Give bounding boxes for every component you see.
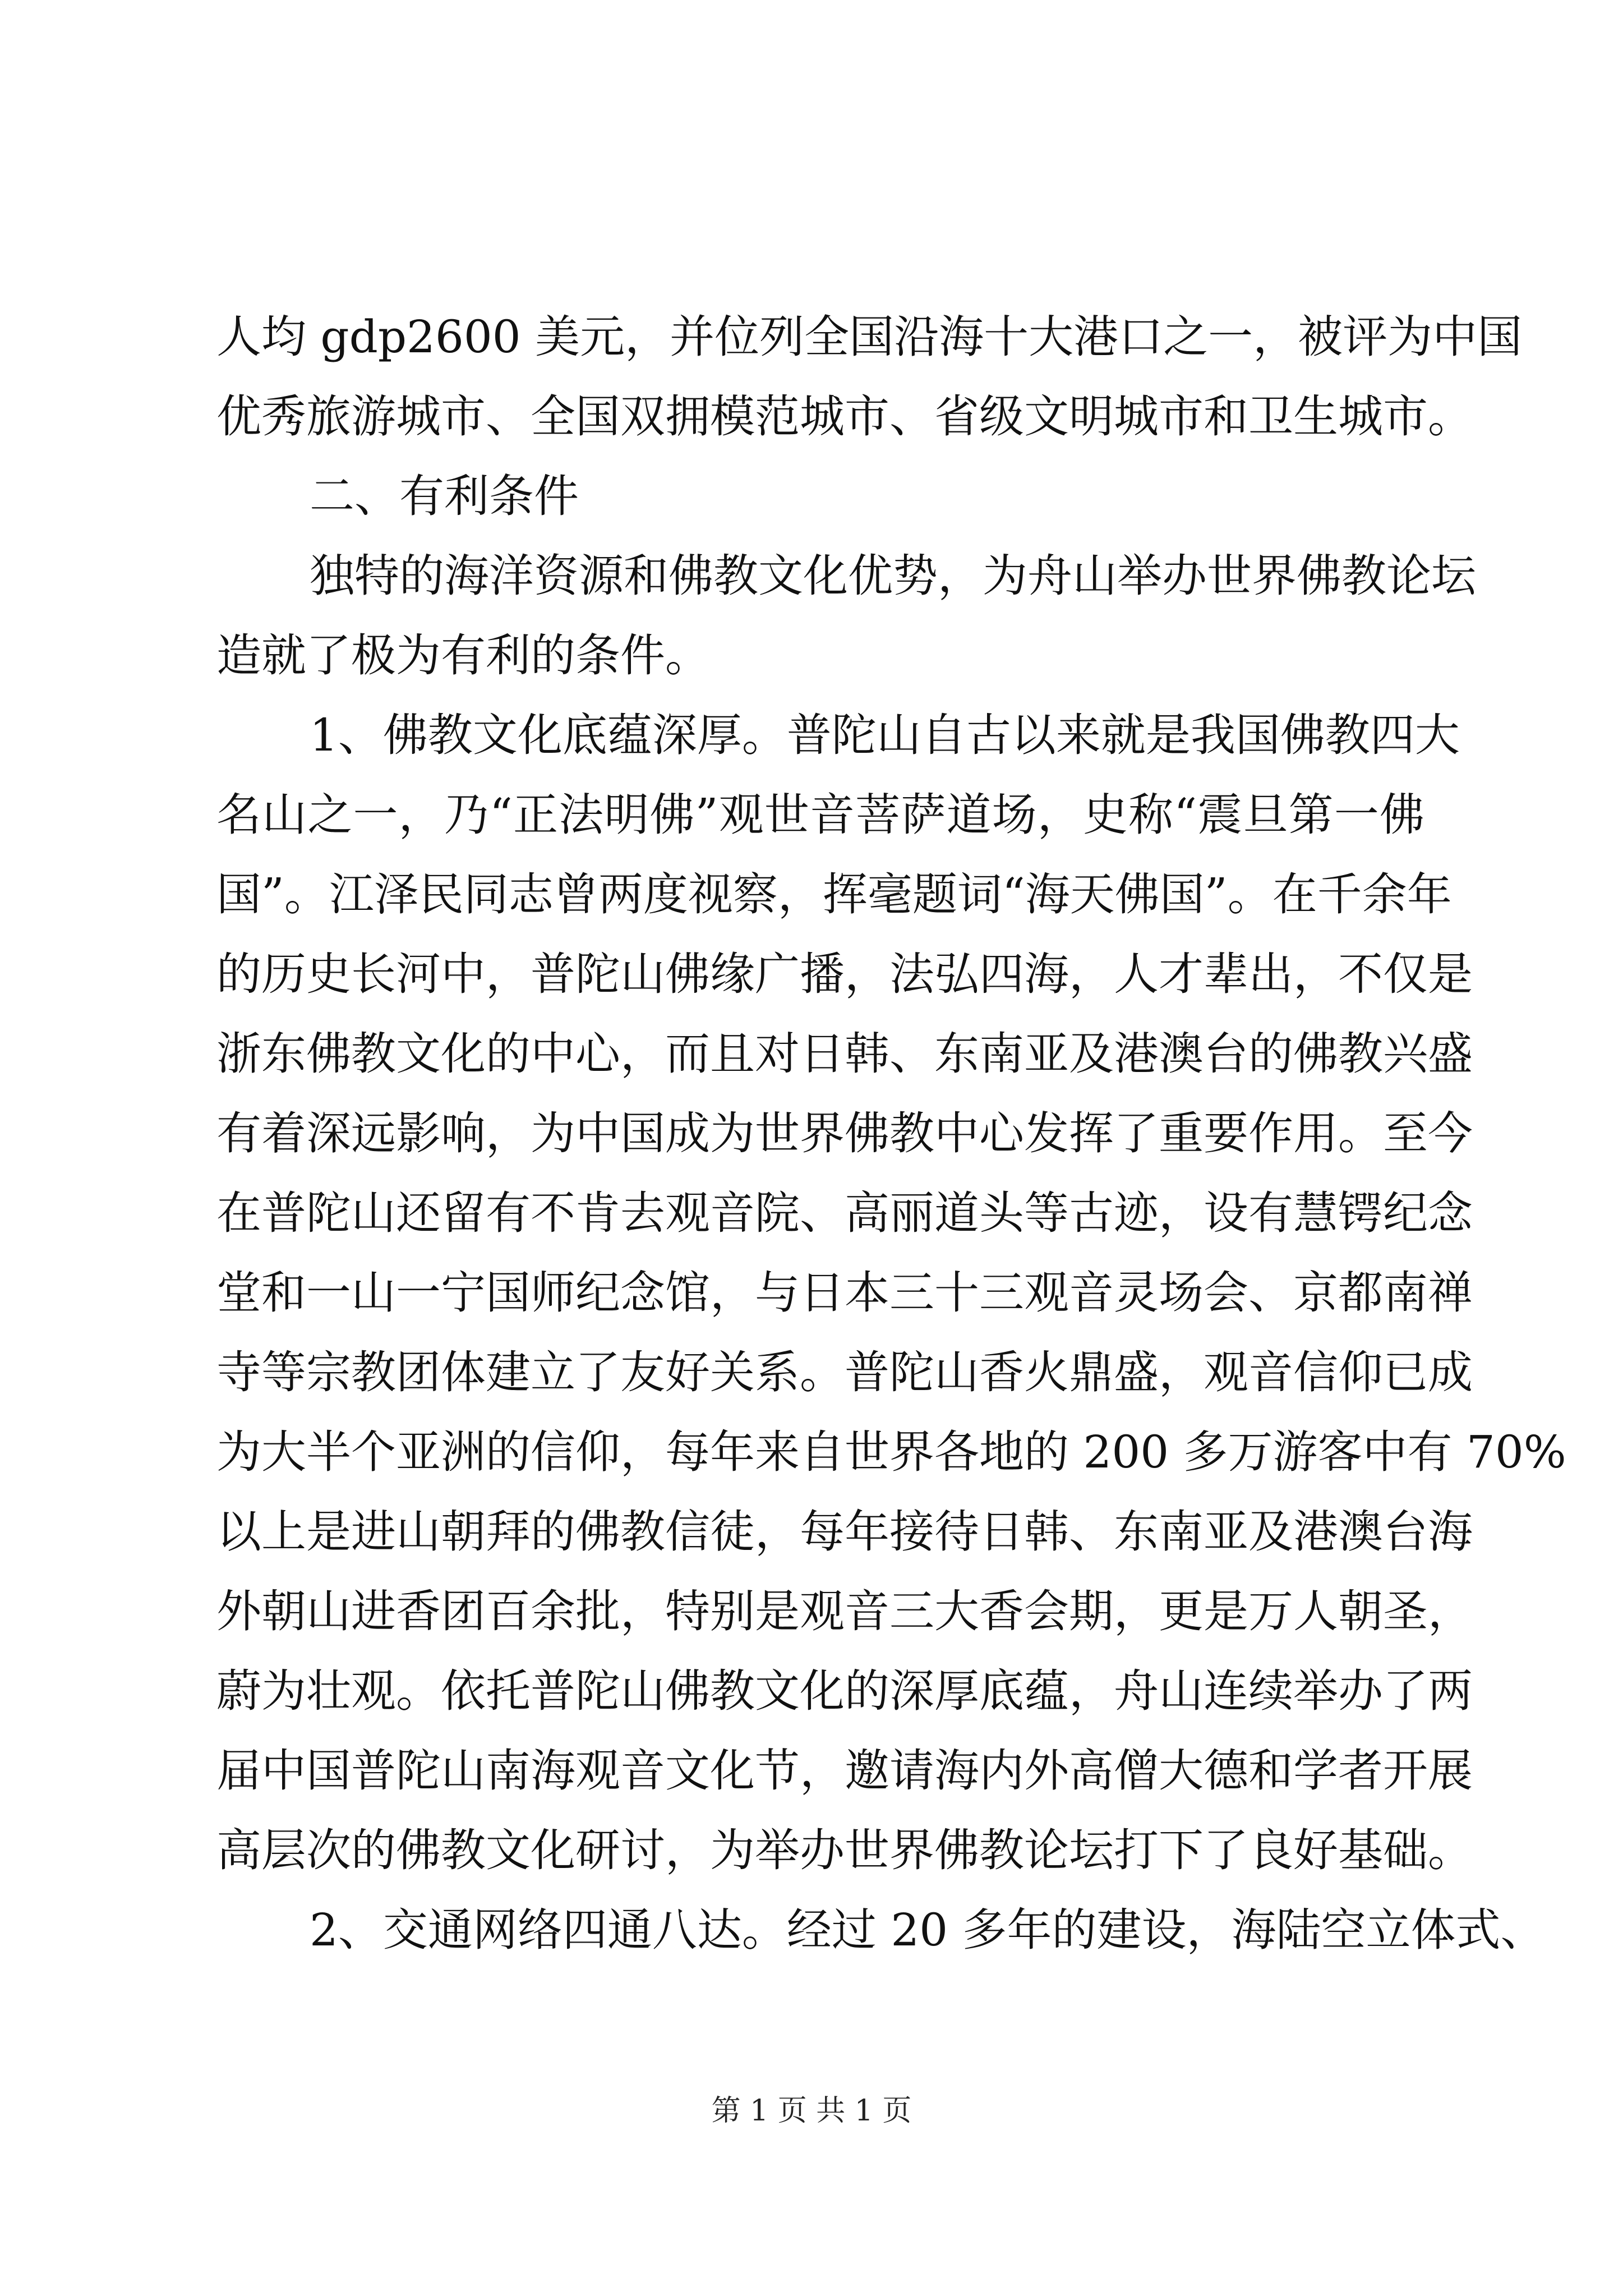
text-line: 以上是进山朝拜的佛教信徒，每年接待日韩、东南亚及港澳台海 bbox=[216, 1506, 1473, 1558]
section-heading: 二、有利条件 bbox=[310, 470, 579, 522]
text-line: 高层次的佛教文化研讨，为举办世界佛教论坛打下了良好基础。 bbox=[216, 1824, 1473, 1876]
text-line: 优秀旅游城市、全国双拥模范城市、省级文明城市和卫生城市。 bbox=[216, 390, 1473, 443]
page-footer: 第 1 页 共 1 页 bbox=[711, 2094, 912, 2128]
text-line: 堂和一山一宁国师纪念馆，与日本三十三观音灵场会、京都南禅 bbox=[216, 1267, 1473, 1319]
text-line: 人均 gdp2600 美元，并位列全国沿海十大港口之一，被评为中国 bbox=[216, 311, 1523, 363]
text-line: 届中国普陀山南海观音文化节，邀请海内外高僧大德和学者开展 bbox=[216, 1745, 1473, 1797]
text-line: 名山之一，乃“正法明佛”观世音菩萨道场，史称“震旦第一佛 bbox=[216, 789, 1424, 841]
paragraph-first-line: 独特的海洋资源和佛教文化优势，为舟山举办世界佛教论坛 bbox=[310, 550, 1476, 602]
text-line: 浙东佛教文化的中心，而且对日韩、东南亚及港澳台的佛教兴盛 bbox=[216, 1028, 1473, 1080]
text-line: 的历史长河中，普陀山佛缘广播，法弘四海，人才辈出，不仅是 bbox=[216, 948, 1473, 1000]
text-line: 寺等宗教团体建立了友好关系。普陀山香火鼎盛，观音信仰已成 bbox=[216, 1346, 1473, 1398]
paragraph-first-line: 1、佛教文化底蕴深厚。普陀山自古以来就是我国佛教四大 bbox=[310, 709, 1460, 761]
paragraph-first-line: 2、交通网络四通八达。经过 20 多年的建设，海陆空立体式、 bbox=[310, 1904, 1546, 1956]
text-line: 外朝山进香团百余批，特别是观音三大香会期，更是万人朝圣， bbox=[216, 1585, 1473, 1637]
text-line: 为大半个亚洲的信仰，每年来自世界各地的 200 多万游客中有 70% bbox=[216, 1426, 1566, 1478]
text-line: 在普陀山还留有不肯去观音院、高丽道头等古迹，设有慧锷纪念 bbox=[216, 1187, 1473, 1239]
text-line: 造就了极为有利的条件。 bbox=[216, 629, 710, 682]
document-body bbox=[216, 297, 1566, 1970]
text-line: 国”。江泽民同志曾两度视察，挥毫题词“海天佛国”。在千余年 bbox=[216, 868, 1452, 921]
text-line: 蔚为壮观。依托普陀山佛教文化的深厚底蕴，舟山连续举办了两 bbox=[216, 1665, 1473, 1717]
text-line: 有着深远影响，为中国成为世界佛教中心发挥了重要作用。至今 bbox=[216, 1107, 1473, 1159]
